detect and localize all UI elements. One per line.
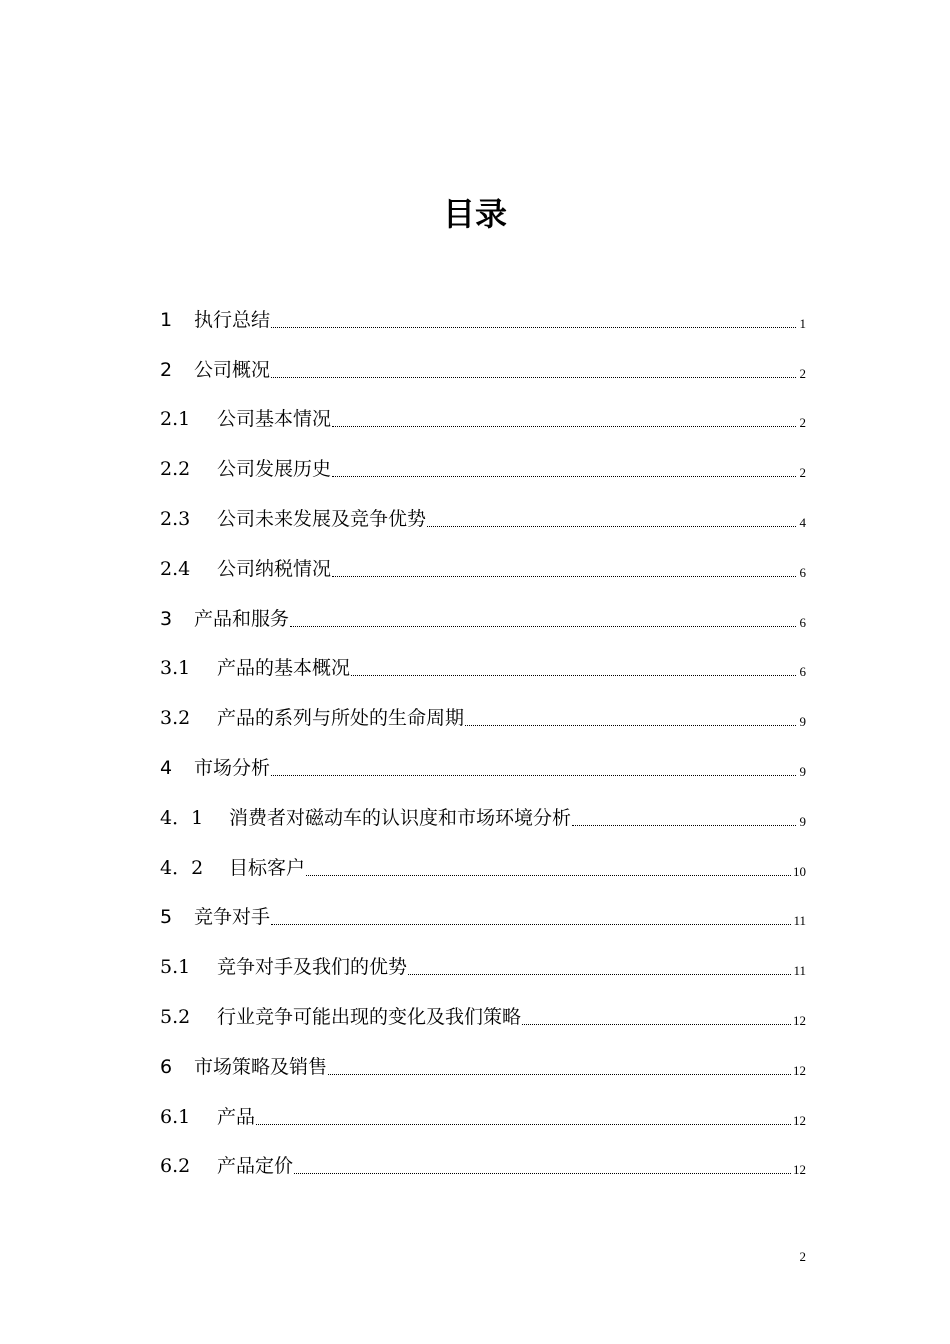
toc-entry-page: 4 (799, 514, 806, 530)
toc-entry-number: 4 (160, 756, 173, 779)
toc-entry-text: 产品的基本概况 (217, 657, 351, 680)
toc-entry-text: 公司概况 (194, 358, 271, 381)
toc-dot-leader (427, 525, 796, 527)
toc-entry-title (160, 507, 426, 531)
toc-entry-number: 6.1 (160, 1105, 191, 1128)
toc-entry[interactable] (160, 599, 806, 649)
toc-entry-number: 2.2 (160, 458, 191, 481)
toc-entry-page: 6 (799, 614, 806, 630)
toc-entry-title (160, 905, 270, 929)
toc-entry-page: 9 (799, 813, 806, 829)
toc-entry-page: 12 (793, 1112, 806, 1128)
toc-entry-page: 11 (793, 913, 806, 929)
toc-entry-title (160, 1055, 327, 1079)
toc-entry-title (160, 407, 331, 431)
toc-dot-leader (294, 1172, 791, 1174)
toc-dot-leader (271, 326, 796, 328)
toc-dot-leader (408, 973, 791, 975)
toc-entry[interactable] (160, 947, 806, 997)
toc-entry[interactable] (160, 698, 806, 748)
toc-dot-leader (256, 1123, 791, 1125)
toc-entry-number: 2 (160, 358, 173, 381)
toc-entry-title (160, 308, 270, 332)
toc-dot-leader (271, 774, 796, 776)
toc-entry-title (160, 557, 331, 581)
toc-entry-number: 6 (160, 1055, 173, 1078)
toc-dot-leader (332, 425, 796, 427)
toc-entry-title (160, 1105, 255, 1129)
toc-dot-leader (306, 874, 791, 876)
toc-entry-page: 1 (799, 315, 806, 331)
toc-entry-page: 6 (799, 564, 806, 580)
toc-entry[interactable] (160, 400, 806, 450)
toc-entry-text: 公司发展历史 (217, 458, 332, 481)
toc-entry-title (160, 1005, 521, 1029)
toc-entry[interactable] (160, 1097, 806, 1147)
toc-entry-text: 产品定价 (217, 1155, 294, 1178)
toc-entry-text: 竞争对手及我们的优势 (217, 956, 408, 979)
toc-entry-text: 公司基本情况 (217, 408, 332, 431)
toc-entry-text: 产品 (217, 1105, 256, 1128)
toc-entry-title (160, 806, 571, 830)
toc-entry[interactable] (160, 300, 806, 350)
toc-entry-text: 市场策略及销售 (194, 1055, 328, 1078)
toc-entry-number: 2.4 (160, 557, 191, 580)
toc-entry-text: 公司未来发展及竞争优势 (217, 507, 427, 530)
toc-entry-title (160, 756, 270, 780)
toc-entry-title (160, 706, 464, 730)
toc-entry-text: 执行总结 (194, 308, 271, 331)
toc-entry[interactable] (160, 499, 806, 549)
toc-entry-number: 1 (160, 308, 173, 331)
toc-entry-page: 6 (799, 664, 806, 680)
toc-entry-text: 竞争对手 (194, 906, 271, 929)
toc-entry-page: 12 (793, 1162, 806, 1178)
toc-entry-page: 12 (793, 1062, 806, 1078)
toc-entry-title (160, 856, 305, 880)
toc-entry-page: 2 (799, 465, 806, 481)
toc-entry[interactable] (160, 898, 806, 948)
toc-entry[interactable] (160, 798, 806, 848)
toc-entry-text: 市场分析 (194, 756, 271, 779)
toc-entry-number: 6.2 (160, 1155, 191, 1178)
toc-dot-leader (465, 724, 796, 726)
toc-entry-text: 产品和服务 (194, 607, 290, 630)
toc-entry[interactable] (160, 350, 806, 400)
page-number: 2 (799, 1249, 806, 1264)
toc-entry-text: 公司纳税情况 (217, 557, 332, 580)
toc-entry-title (160, 457, 331, 481)
toc-entry-title (160, 358, 270, 382)
toc-entry-text: 行业竞争可能出现的变化及我们策略 (217, 1005, 522, 1028)
toc-entry-text: 目标客户 (229, 856, 306, 879)
toc-dot-leader (328, 1073, 791, 1075)
toc-entry-number: 5 (160, 906, 173, 929)
toc-dot-leader (522, 1023, 791, 1025)
toc-dot-leader (271, 923, 791, 925)
toc-entry-number: 3 (160, 607, 173, 630)
toc-dot-leader (572, 824, 796, 826)
table-of-contents (160, 300, 806, 1196)
toc-entry-number: 5.1 (160, 956, 191, 979)
toc-entry-title (160, 1154, 293, 1178)
toc-entry[interactable] (160, 1147, 806, 1197)
toc-dot-leader (332, 575, 796, 577)
toc-entry[interactable] (160, 549, 806, 599)
page-title: 目录 (442, 195, 507, 233)
toc-entry-page: 9 (799, 714, 806, 730)
toc-entry-number: 4．2 (160, 856, 204, 879)
toc-entry-title (160, 656, 350, 680)
toc-entry[interactable] (160, 1047, 806, 1097)
toc-entry-page: 11 (793, 963, 806, 979)
toc-entry-page: 2 (799, 365, 806, 381)
toc-entry-page: 2 (799, 415, 806, 431)
toc-dot-leader (271, 376, 796, 378)
toc-entry-number: 2.3 (160, 507, 191, 530)
toc-entry-number: 4．1 (160, 806, 204, 829)
toc-entry-number: 3.1 (160, 657, 191, 680)
toc-entry-text: 消费者对磁动车的认识度和市场环境分析 (229, 806, 572, 829)
toc-entry[interactable] (160, 848, 806, 898)
toc-entry[interactable] (160, 649, 806, 699)
toc-entry[interactable] (160, 997, 806, 1047)
toc-entry[interactable] (160, 449, 806, 499)
toc-entry[interactable] (160, 748, 806, 798)
toc-entry-page: 9 (799, 763, 806, 779)
toc-entry-page: 12 (793, 1012, 806, 1028)
toc-dot-leader (332, 475, 796, 477)
toc-dot-leader (351, 674, 796, 676)
toc-entry-title (160, 607, 289, 631)
toc-entry-number: 5.2 (160, 1005, 191, 1028)
toc-entry-number: 3.2 (160, 707, 191, 730)
toc-entry-number: 2.1 (160, 408, 191, 431)
toc-entry-title (160, 955, 407, 979)
toc-entry-page: 10 (793, 863, 806, 879)
toc-entry-text: 产品的系列与所处的生命周期 (217, 707, 465, 730)
toc-dot-leader (290, 625, 796, 627)
